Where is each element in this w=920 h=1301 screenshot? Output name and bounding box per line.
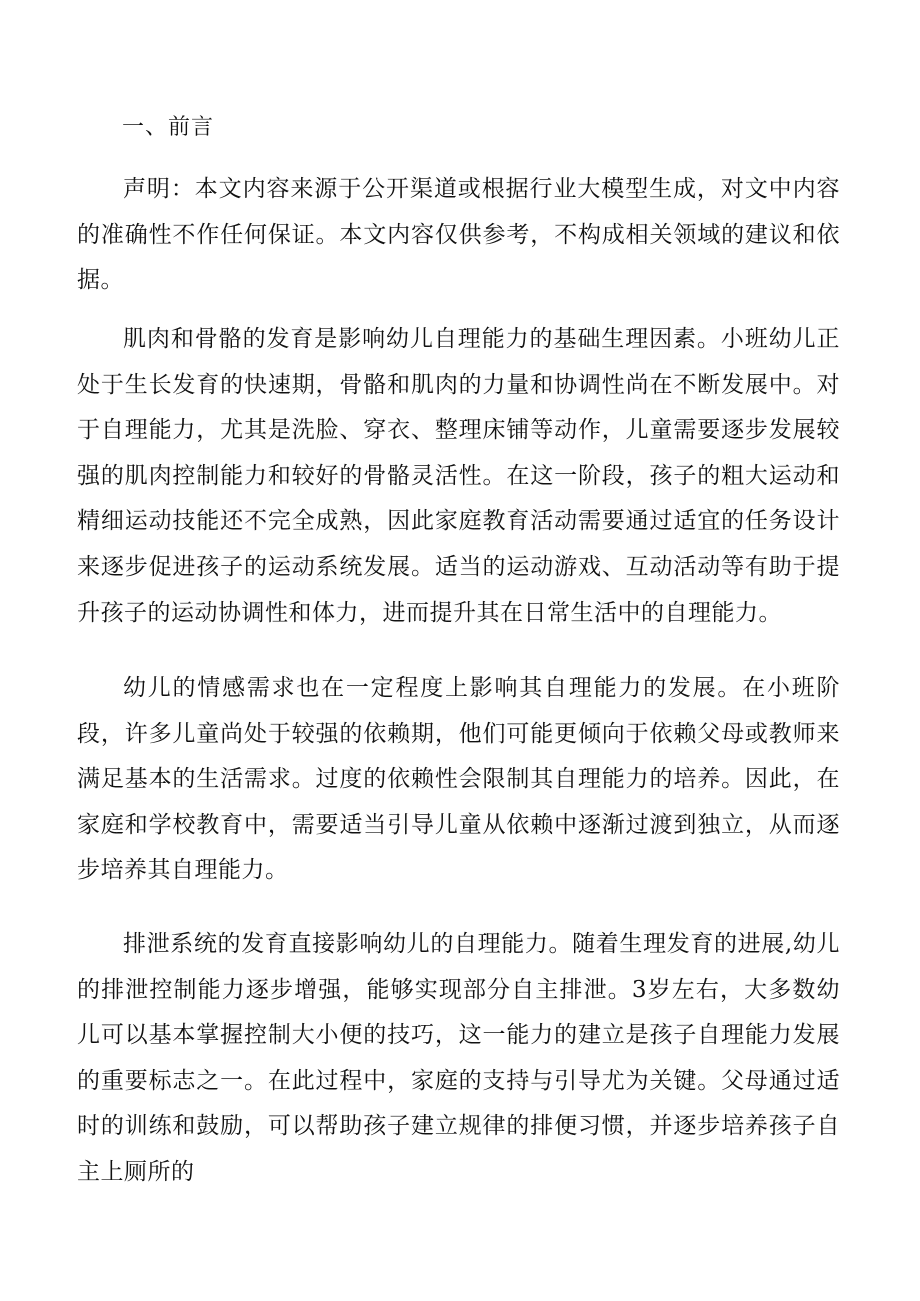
body-paragraph: 排泄系统的发育直接影响幼儿的自理能力。随着生理发育的进展,幼儿的排泄控制能力逐步增强，能够实现部分自主排泄。3岁左右，大多数幼儿可以基本掌握控制大小便的技巧，这一能力的建立是孩子自理能力发展的重要标志之一。在此过程中，家庭的支持与引导尤为关键。父母通过适时的训练和鼓励，可以帮助孩子建立规律的排便习惯，并逐步培养孩子自主上厕所的 bbox=[77, 931, 840, 1185]
disclaimer-paragraph: 声明：本文内容来源于公开渠道或根据行业大模型生成，对文中内容的准确性不作任何保证。本文内容仅供参考，不构成相关领域的建议和依据。 bbox=[77, 176, 840, 294]
body-paragraph: 肌肉和骨骼的发育是影响幼儿自理能力的基础生理因素。小班幼儿正处于生长发育的快速期，骨骼和肌肉的力量和协调性尚在不断发展中。对于自理能力，尤其是洗脸、穿衣、整理床铺等动作，儿童需要逐步发展较强的肌肉控制能力和较好的骨骼灵活性。在这一阶段，孩子的粗大运动和精细运动技能还不完全成熟，因此家庭教育活动需要通过适宜的任务设计来逐步促进孩子的运动系统发展。适当的运动游戏、互动活动等有助于提升孩子的运动协调性和体力，进而提升其在日常生活中的自理能力。 bbox=[77, 326, 840, 626]
body-paragraph: 幼儿的情感需求也在一定程度上影响其自理能力的发展。在小班阶段，许多儿童尚处于较强的依赖期，他们可能更倾向于依赖父母或教师来满足基本的生活需求。过度的依赖性会限制其自理能力的培养。因此，在家庭和学校教育中，需要适当引导儿童从依赖中逐渐过渡到独立，从而逐步培养其自理能力。 bbox=[77, 675, 840, 884]
section-heading: 一、前言 bbox=[122, 115, 215, 140]
